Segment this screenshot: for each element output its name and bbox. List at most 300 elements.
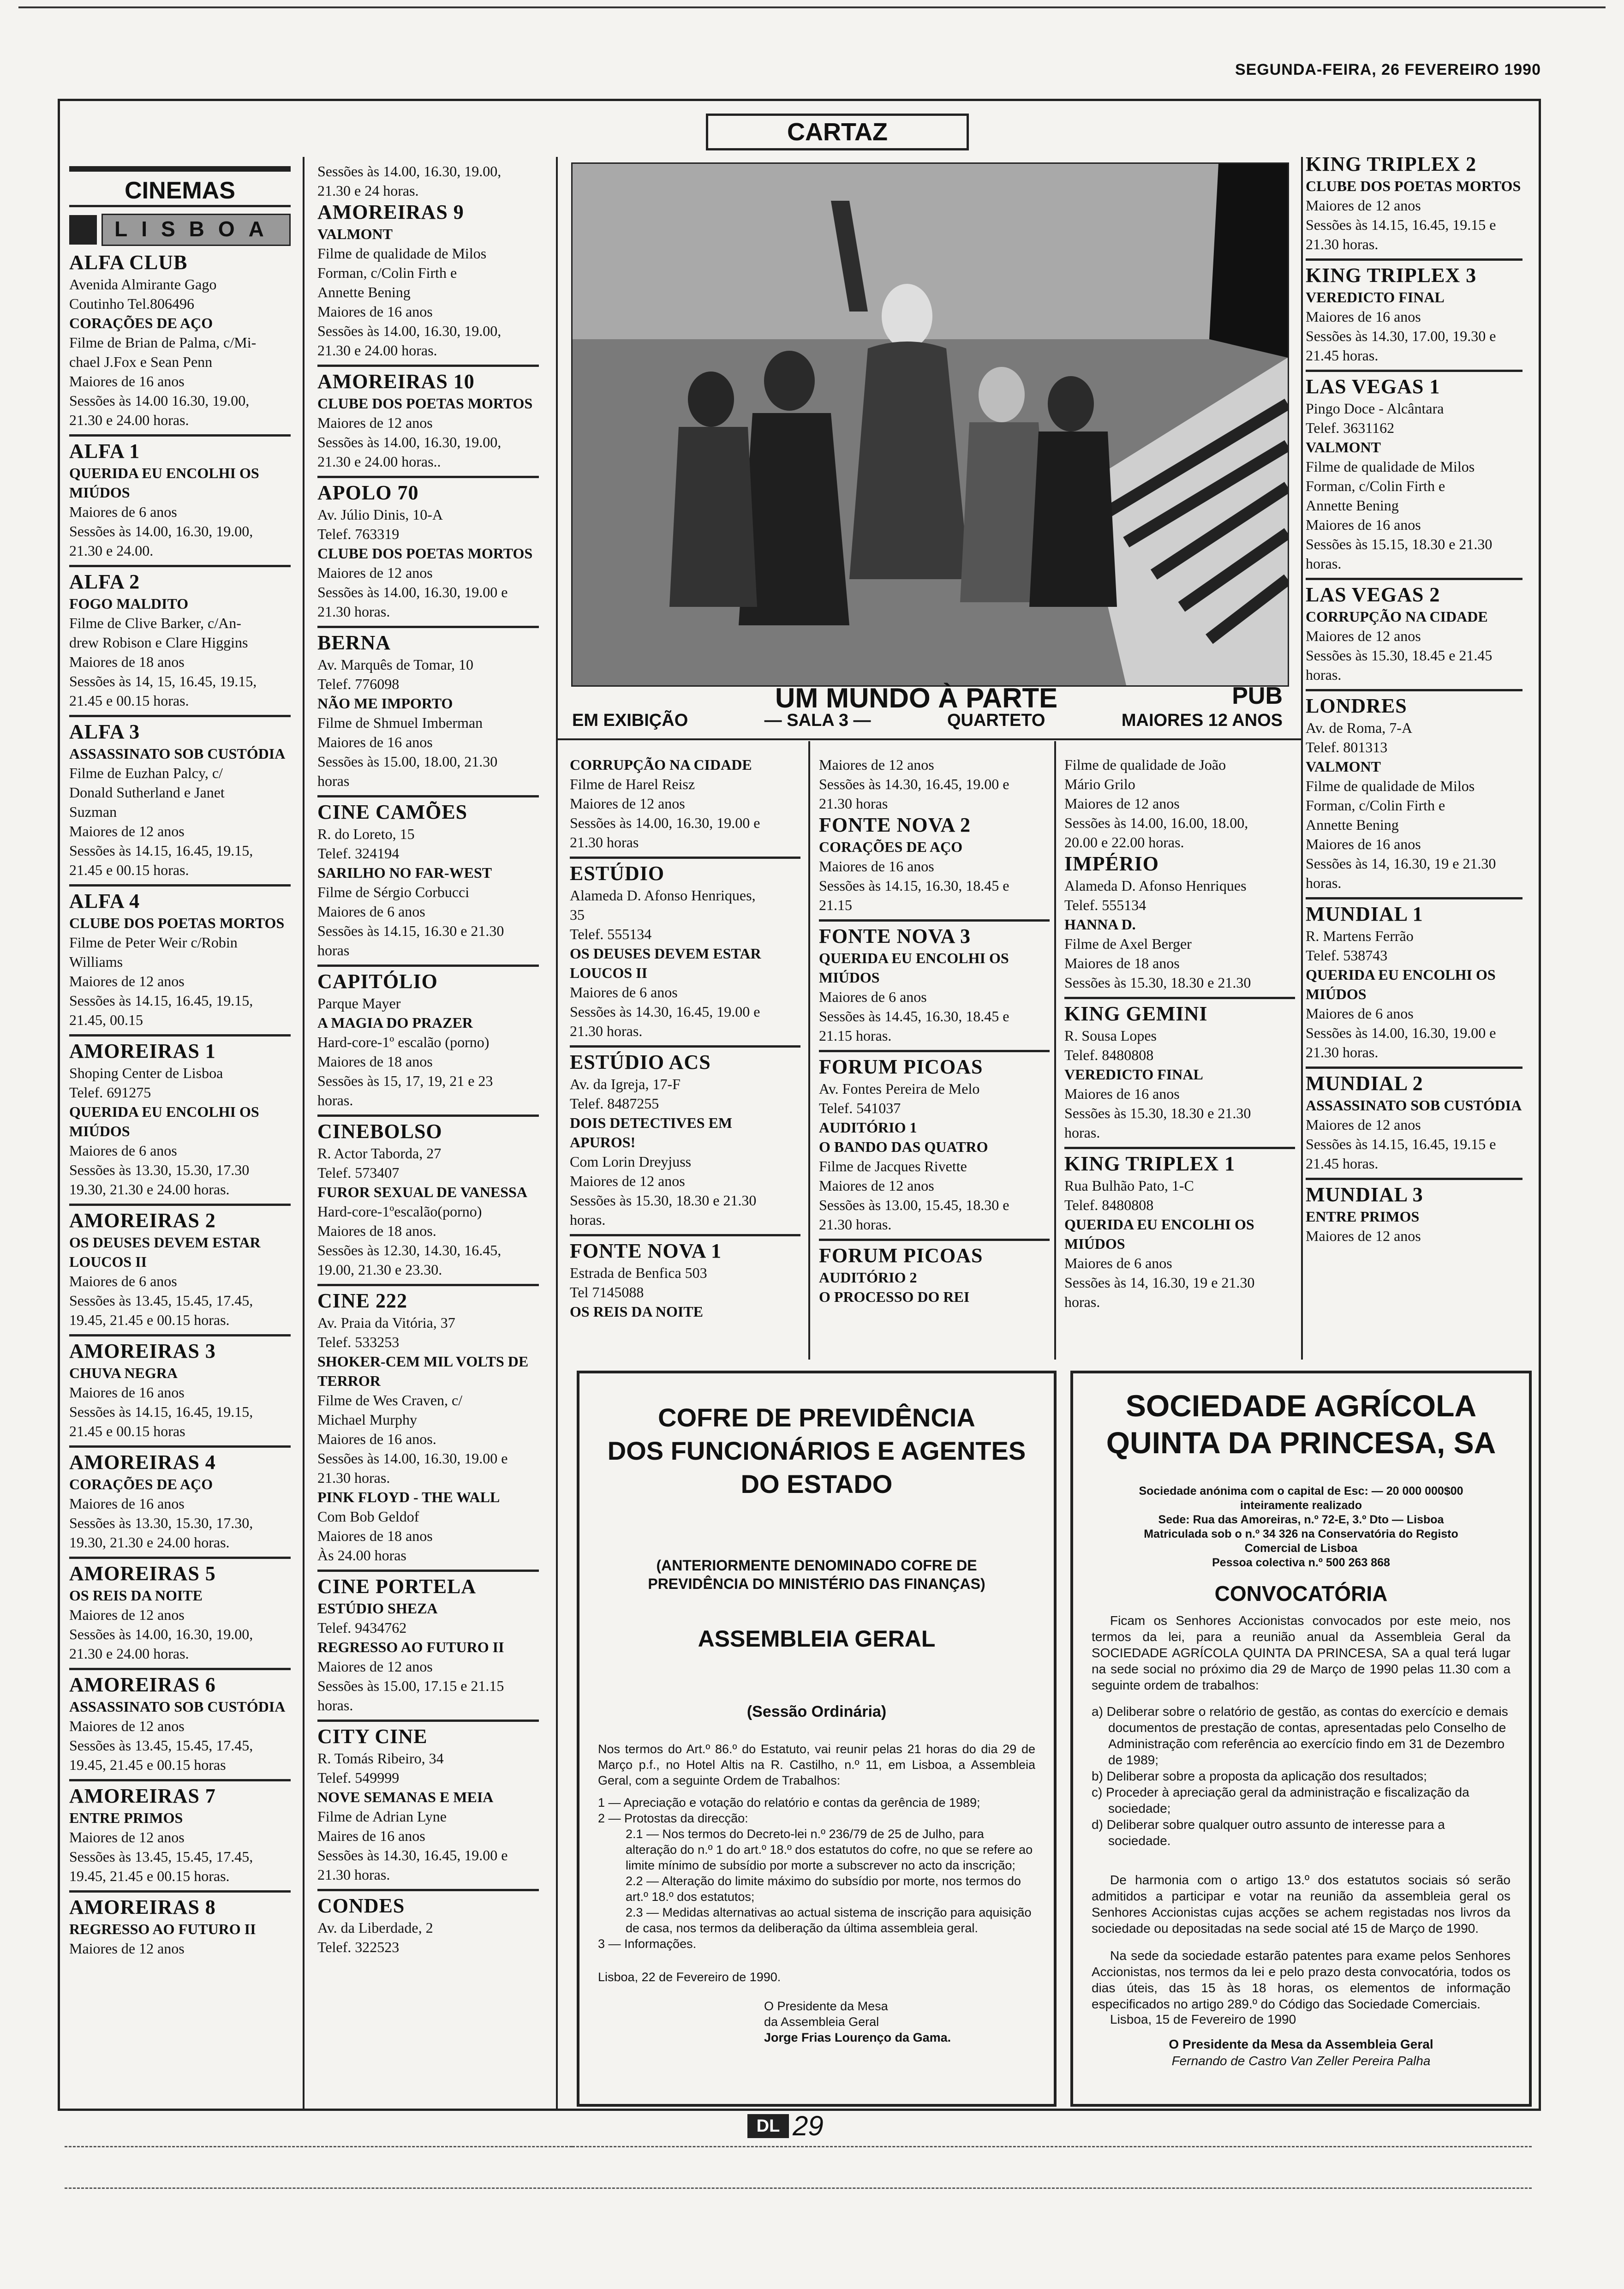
cinema-address: Av. da Igreja, 17-F bbox=[570, 1076, 681, 1092]
notice-date: Lisboa, 22 de Fevereiro de 1990. bbox=[598, 1970, 781, 1984]
film-detail: Maiores de 12 anos bbox=[317, 564, 433, 581]
cinema-name: LONDRES bbox=[1306, 695, 1407, 717]
cinema-name: MUNDIAL 3 bbox=[1306, 1183, 1423, 1206]
column-divider bbox=[303, 157, 304, 2109]
film-detail: Maiores de 12 anos bbox=[317, 1658, 433, 1675]
convocatoria-signature bbox=[1092, 2036, 1511, 2069]
cinema-entry bbox=[1306, 1067, 1522, 1173]
film-detail: Maiores de 12 anos bbox=[819, 1177, 934, 1194]
film-detail: Sessões às 14.00, 16.30, 19.00 e bbox=[317, 584, 508, 600]
cinema-name: KING TRIPLEX 1 bbox=[1064, 1152, 1236, 1175]
cinema-entry bbox=[1306, 258, 1522, 365]
cinema-list bbox=[1306, 152, 1522, 1246]
cinema-entry bbox=[69, 565, 291, 710]
convocatoria-item: a) Deliberar sobre o relatório de gestão, as contas do exercício e demais documentos de prestação de contas, apresentadas pelo Conselho de Administração com referência ao exercício findo em 31 de Dezembro de 1989; bbox=[1092, 1704, 1508, 1767]
cinema-address: R. Tomás Ribeiro, 34 bbox=[317, 1750, 444, 1767]
cinema-address: Shoping Center de Lisboa bbox=[69, 1065, 223, 1081]
film-detail: Maiores de 12 anos bbox=[69, 1606, 185, 1623]
text-line: Mário Grilo bbox=[1064, 776, 1135, 792]
film-detail: Filme de qualidade de Milos bbox=[1306, 458, 1475, 475]
cinema-address: Rua Bulhão Pato, 1-C bbox=[1064, 1177, 1194, 1194]
film-title: PINK FLOYD - THE WALL bbox=[317, 1489, 500, 1505]
cinema-entry bbox=[69, 1557, 291, 1663]
film-detail: 21.30 horas. bbox=[1306, 236, 1379, 252]
film-detail: Maiores de 18 anos bbox=[317, 1528, 433, 1544]
notice-heading: ASSEMBLEIA GERAL bbox=[698, 1626, 936, 1652]
film-title: VALMONT bbox=[1306, 439, 1381, 455]
film-detail: 19.00, 21.30 e 23.30. bbox=[317, 1261, 442, 1278]
notice-intro: Nos termos do Art.º 86.º do Estatuto, vai reunir pelas 21 horas do dia 29 de Março p.f., no Hotel Altis na R. Castilho, n.º 11, em Lisboa, a Assembleia Geral, com a seguinte Ordem de Trabalhos: bbox=[598, 1742, 1035, 1787]
film-detail: Filme de Euzhan Palcy, c/ bbox=[69, 765, 223, 781]
cinema-name: ALFA CLUB bbox=[69, 251, 188, 274]
page-number: 29 bbox=[793, 2110, 824, 2141]
film-title: CLUBE DOS POETAS MORTOS bbox=[317, 395, 533, 412]
film-title: ENTRE PRIMOS bbox=[69, 1810, 183, 1826]
cinema-entry bbox=[819, 813, 1050, 915]
text-line: Maiores de 12 anos bbox=[1064, 795, 1180, 812]
cinema-entry bbox=[1306, 578, 1522, 684]
film-title: NÃO ME IMPORTO bbox=[317, 695, 453, 712]
film-title: OS REIS DA NOITE bbox=[570, 1303, 703, 1320]
column-divider bbox=[1301, 157, 1303, 1360]
film-detail: Sessões às 13.30, 15.30, 17.30 bbox=[69, 1162, 250, 1178]
film-detail: Filme de Shmuel Imberman bbox=[317, 714, 483, 731]
film-title: ASSASSINATO SOB CUSTÓDIA bbox=[69, 1698, 286, 1715]
cinema-address: Alameda D. Afonso Henriques, bbox=[570, 887, 756, 904]
cinema-name: CAPITÓLIO bbox=[317, 970, 438, 993]
cinema-entry bbox=[317, 1720, 539, 1884]
cinema-address: Av. de Roma, 7-A bbox=[1306, 719, 1413, 736]
film-title: CORRUPÇÃO NA CIDADE bbox=[1306, 608, 1488, 625]
film-detail: Sessões às 14, 16.30, 19 e 21.30 bbox=[1064, 1274, 1255, 1291]
film-detail: horas. bbox=[1306, 666, 1342, 683]
film-detail: 21.15 horas. bbox=[819, 1027, 892, 1044]
film-detail: 19.30, 21.30 e 24.00 horas. bbox=[69, 1181, 230, 1198]
cinema-address: Coutinho Tel.806496 bbox=[69, 295, 194, 312]
film-title: ENTRE PRIMOS bbox=[1306, 1208, 1420, 1225]
cinema-address: Telef. 776098 bbox=[317, 676, 400, 692]
film-title: REGRESSO AO FUTURO II bbox=[69, 1921, 256, 1937]
film-detail: 21.30 e 24.00 horas. bbox=[317, 342, 437, 359]
cinema-entry bbox=[1306, 152, 1522, 254]
convocatoria-heading: CONVOCATÓRIA bbox=[1214, 1582, 1388, 1606]
notice-subtitle bbox=[598, 1556, 1035, 1593]
cinema-name: BERNA bbox=[317, 631, 391, 654]
film-detail: Maiores de 12 anos bbox=[1306, 1228, 1421, 1244]
cinema-address: Telef. 541037 bbox=[819, 1100, 901, 1116]
film-title: CORAÇÕES DE AÇO bbox=[69, 1476, 213, 1492]
cinema-address: Telef. 691275 bbox=[69, 1084, 151, 1101]
cinema-name: KING TRIPLEX 3 bbox=[1306, 264, 1477, 287]
cinema-entry bbox=[69, 1779, 291, 1886]
film-detail: 19.30, 21.30 e 24.00 horas. bbox=[69, 1534, 230, 1551]
convocatoria-paragraph-2: De harmonia com o artigo 13.º dos estatutos sociais só serão admitidos a participar e votar na reunião da assembleia geral os Senhores Accionistas cujas acções se achem registadas nos livros da sociedade ou depositadas na sede social até 15 de Março de 1990. bbox=[1092, 1873, 1511, 1935]
cinema-address: Av. Júlio Dinis, 10-A bbox=[317, 506, 443, 523]
cinema-entry bbox=[69, 251, 291, 430]
film-detail: Maiores de 12 anos bbox=[69, 1829, 185, 1846]
cinema-address: 35 bbox=[570, 906, 585, 923]
film-detail: 21.30 e 24.00 horas. bbox=[69, 1645, 189, 1662]
cinema-name: IMPÉRIO bbox=[1064, 852, 1159, 875]
film-detail: Sessões às 15.30, 18.30 e 21.30 bbox=[1064, 974, 1251, 991]
film-detail: Sessões às 15.00, 17.15 e 21.15 bbox=[317, 1678, 504, 1694]
cinema-entry bbox=[1064, 1147, 1295, 1312]
film-detail: Filme de Sérgio Corbucci bbox=[317, 884, 470, 900]
cinema-entry bbox=[317, 1889, 539, 1957]
film-title: OS DEUSES DEVEM ESTAR LOUCOS II bbox=[570, 945, 761, 981]
cinema-entry bbox=[69, 1890, 291, 1958]
sala-label: — SALA 3 — bbox=[764, 711, 871, 730]
film-detail: 21.45 e 00.15 horas bbox=[69, 1423, 185, 1439]
newspaper-logo: DL bbox=[747, 2114, 789, 2138]
notice-item: 2.2 — Alteração do limite máximo do subsídio por morte, nos termos do art.º 18.º dos estatutos; bbox=[626, 1874, 1021, 1904]
cinema-address: Telef. 763319 bbox=[317, 526, 400, 542]
cinema-address: Estrada de Benfica 503 bbox=[570, 1264, 707, 1281]
film-detail: 21.45 horas. bbox=[1306, 1155, 1379, 1172]
text-line: 21.30 horas bbox=[819, 795, 888, 812]
continued-text bbox=[317, 162, 539, 200]
film-detail: 21.30 horas. bbox=[317, 1469, 390, 1486]
notice-title-line: DOS FUNCIONÁRIOS E AGENTES bbox=[607, 1436, 1026, 1465]
film-detail: horas bbox=[317, 942, 350, 959]
cinema-name: ALFA 3 bbox=[69, 720, 140, 743]
film-title: VEREDICTO FINAL bbox=[1064, 1066, 1203, 1083]
cinema-name: ALFA 2 bbox=[69, 570, 140, 593]
film-title: ASSASSINATO SOB CUSTÓDIA bbox=[69, 745, 286, 762]
notice-item: 2.1 — Nos termos do Decreto-lei n.º 236/79 de 25 de Julho, para alteração do n.º 1 do art.º 18.º dos estatutos do cofre, no que se refere ao limite mínimo de subsídio por morte a subscrever no acto da inscrição; bbox=[626, 1827, 1033, 1872]
film-title: SHOKER-CEM MIL VOLTS DE TERROR bbox=[317, 1353, 529, 1389]
cinema-name: AMOREIRAS 8 bbox=[69, 1896, 216, 1918]
film-detail: 21.30 horas. bbox=[1306, 1044, 1379, 1061]
film-detail: Telef. 9434762 bbox=[317, 1619, 407, 1636]
notice-item: 2.3 — Medidas alternativas ao actual sistema de inscrição para aquisição de casa, nos termos da deliberação da última assembleia geral. bbox=[626, 1906, 1032, 1935]
film-title: CLUBE DOS POETAS MORTOS bbox=[317, 545, 533, 562]
film-detail: Maiores de 16 anos. bbox=[317, 1431, 436, 1447]
cinema-entry bbox=[570, 857, 800, 1041]
cinema-name: AMOREIRAS 3 bbox=[69, 1340, 216, 1362]
photo-illustration bbox=[573, 164, 1288, 685]
cinema-list bbox=[570, 755, 800, 1321]
cinema-name: FONTE NOVA 2 bbox=[819, 814, 971, 836]
cinema-name: AMOREIRAS 9 bbox=[317, 201, 464, 223]
film-detail: horas. bbox=[317, 1092, 353, 1109]
film-detail: 21.30 horas. bbox=[819, 1216, 892, 1233]
film-detail: Sessões às 15.30, 18.30 e 21.30 bbox=[570, 1192, 757, 1209]
film-detail: Maiores de 12 anos bbox=[69, 1718, 185, 1734]
cinema-entry bbox=[317, 476, 539, 621]
signature-line: Fernando de Castro Van Zeller Pereira Palha bbox=[1171, 2054, 1431, 2068]
film-detail: Sessões às 13.45, 15.45, 17.45, bbox=[69, 1848, 253, 1865]
cinema-column-4 bbox=[819, 755, 1050, 1306]
film-detail: 21.30 e 24.00. bbox=[69, 542, 154, 559]
film-detail: horas. bbox=[1064, 1294, 1100, 1310]
film-detail: Maiores de 16 anos bbox=[69, 373, 185, 389]
signature-line: da Assembleia Geral bbox=[764, 2015, 879, 2029]
company-info bbox=[1092, 1484, 1511, 1570]
film-detail: Filme de Adrian Lyne bbox=[317, 1808, 447, 1825]
notice-title-line: COFRE DE PREVIDÊNCIA bbox=[658, 1403, 975, 1432]
cinema-name: FORUM PICOAS bbox=[819, 1055, 983, 1078]
cinema-name: CINE 222 bbox=[317, 1289, 408, 1312]
film-detail: 21.30 horas. bbox=[317, 603, 390, 620]
cinema-name: MUNDIAL 1 bbox=[1306, 903, 1423, 925]
cinema-name: FONTE NOVA 1 bbox=[570, 1240, 722, 1262]
cinema-entry bbox=[69, 1445, 291, 1552]
film-detail: Maiores de 18 anos. bbox=[317, 1222, 436, 1239]
film-detail: Maiores de 18 anos bbox=[1064, 955, 1180, 971]
film-detail: Forman, c/Colin Firth e bbox=[1306, 478, 1445, 494]
film-title: AUDITÓRIO 1 bbox=[819, 1119, 917, 1136]
cinema-address: Telef. 573407 bbox=[317, 1164, 400, 1181]
film-detail: Sessões às 14, 16.30, 19 e 21.30 bbox=[1306, 855, 1496, 872]
company-info-line: Sede: Rua das Amoreiras, n.º 72-E, 3.º Dto — Lisboa bbox=[1158, 1513, 1444, 1526]
cinema-entry bbox=[1306, 1178, 1522, 1246]
cinema-name: AMOREIRAS 5 bbox=[69, 1562, 216, 1585]
cinema-name: FONTE NOVA 3 bbox=[819, 925, 971, 947]
film-detail: Maiores de 16 anos bbox=[1064, 1085, 1180, 1102]
film-title: CORAÇÕES DE AÇO bbox=[819, 839, 963, 855]
film-photo bbox=[571, 162, 1289, 687]
film-title: A MAGIA DO PRAZER bbox=[317, 1014, 473, 1031]
film-detail: Suzman bbox=[69, 803, 117, 820]
film-detail: Sessões às 15.30, 18.45 e 21.45 bbox=[1306, 647, 1493, 664]
column-divider bbox=[556, 157, 558, 2109]
film-detail: Sessões às 14.15, 16.45, 19.15, bbox=[69, 842, 253, 859]
film-title: VEREDICTO FINAL bbox=[1306, 289, 1445, 306]
film-title: OS DEUSES DEVEM ESTAR LOUCOS II bbox=[69, 1234, 261, 1270]
cinema-address: Telef. 8487255 bbox=[570, 1095, 659, 1112]
film-title: SARILHO NO FAR-WEST bbox=[317, 864, 492, 881]
cinema-entry bbox=[317, 626, 539, 791]
convocatoria-item: c) Proceder à apreciação geral da administração e fiscalização da sociedade; bbox=[1092, 1785, 1469, 1816]
dashed-rule bbox=[65, 2187, 1532, 2189]
cinema-entry bbox=[69, 1204, 291, 1330]
film-detail: Sessões às 14.00 16.30, 19.00, bbox=[69, 392, 250, 409]
photo-bottom-rule bbox=[557, 738, 1301, 740]
film-title: ESTÚDIO SHEZA bbox=[317, 1600, 438, 1617]
cinema-name: AMOREIRAS 6 bbox=[69, 1673, 216, 1696]
film-detail: Maiores de 18 anos bbox=[317, 1053, 433, 1070]
film-detail: Com Lorin Dreyjuss bbox=[570, 1153, 692, 1170]
film-detail: Maiores de 6 anos bbox=[317, 903, 425, 920]
film-detail: 19.45, 21.45 e 00.15 horas bbox=[69, 1756, 226, 1773]
film-detail: Filme de Jacques Rivette bbox=[819, 1158, 967, 1174]
notice-subtitle-line: PREVIDÊNCIA DO MINISTÉRIO DAS FINANÇAS) bbox=[648, 1576, 985, 1592]
company-title bbox=[1092, 1387, 1511, 1461]
company-info-line: Sociedade anónima com o capital de Esc: — 20 000 000$00 bbox=[1139, 1485, 1463, 1498]
caption-row bbox=[572, 711, 1283, 731]
film-detail: Sessões às 14.00, 16.30, 19.00, bbox=[69, 1626, 253, 1642]
film-detail: horas. bbox=[1064, 1124, 1100, 1141]
film-title: CORAÇÕES DE AÇO bbox=[69, 315, 213, 331]
film-detail: Sessões às 13.30, 15.30, 17.30, bbox=[69, 1515, 253, 1531]
company-title-line: SOCIEDADE AGRÍCOLA bbox=[1125, 1389, 1477, 1423]
cinema-column-5 bbox=[1064, 755, 1295, 1312]
notice-signature bbox=[598, 1998, 1035, 2045]
cinema-address: Telef. 8480808 bbox=[1064, 1197, 1154, 1213]
film-detail: Filme de Brian de Palma, c/Mi- bbox=[69, 334, 257, 351]
film-detail: Maiores de 18 anos bbox=[69, 653, 185, 670]
film-detail: Filme de Wes Craven, c/ bbox=[317, 1392, 463, 1408]
cinema-entry bbox=[819, 919, 1050, 1045]
cinema-entry bbox=[69, 434, 291, 560]
cinema-column-2 bbox=[317, 162, 539, 1957]
film-detail: Filme de Harel Reisz bbox=[570, 776, 695, 792]
notice-subtitle-line: (ANTERIORMENTE DENOMINADO COFRE DE bbox=[656, 1557, 977, 1574]
cinema-list bbox=[819, 813, 1050, 1306]
film-title: CORRUPÇÃO NA CIDADE bbox=[570, 756, 752, 773]
cinema-entry bbox=[317, 965, 539, 1110]
film-title: HANNA D. bbox=[1064, 916, 1136, 933]
film-detail: Sessões às 14.00, 16.30, 19.00 e bbox=[1306, 1025, 1496, 1041]
continued-text bbox=[819, 755, 1050, 813]
film-detail: Annette Bening bbox=[1306, 816, 1399, 833]
cinema-entry bbox=[819, 1050, 1050, 1234]
cinema-name: CINEBOLSO bbox=[317, 1120, 442, 1143]
section-title: CARTAZ bbox=[706, 114, 969, 150]
cinema-name: FORUM PICOAS bbox=[819, 1244, 983, 1267]
film-detail: Sessões às 15.15, 18.30 e 21.30 bbox=[1306, 536, 1493, 552]
notice-title-line: DO ESTADO bbox=[740, 1469, 893, 1498]
cinema-name: ESTÚDIO bbox=[570, 862, 665, 885]
film-detail: 21.30 horas bbox=[570, 834, 639, 851]
cinema-address: Av. da Liberdade, 2 bbox=[317, 1919, 433, 1936]
film-detail: Hard-core-1º escalão (porno) bbox=[317, 1034, 490, 1050]
convocatoria-item: d) Deliberar sobre qualquer outro assunto de interesse para a sociedade. bbox=[1092, 1817, 1445, 1848]
film-detail: Maiores de 6 anos bbox=[69, 1273, 177, 1289]
film-title: QUERIDA EU ENCOLHI OS MIÚDOS bbox=[1306, 966, 1496, 1002]
text-line: Sessões às 14.30, 16.45, 19.00 e bbox=[819, 776, 1009, 792]
film-detail: Sessões às 12.30, 14.30, 16.45, bbox=[317, 1242, 502, 1258]
notice-item: 1 — Apreciação e votação do relatório e contas da gerência de 1989; bbox=[598, 1796, 980, 1810]
cinema-entry bbox=[69, 1668, 291, 1774]
film-detail: Sessões às 14.00, 16.30, 19.00 e bbox=[317, 1450, 508, 1467]
photo-caption bbox=[567, 682, 1292, 737]
film-detail: Maiores de 12 anos bbox=[69, 973, 185, 989]
film-detail: 21.45 e 00.15 horas. bbox=[69, 862, 189, 878]
cofre-notice bbox=[577, 1371, 1057, 2107]
film-detail: 21.45 e 00.15 horas. bbox=[69, 692, 189, 709]
film-detail: Sessões às 14.30, 16.45, 19.00 e bbox=[570, 1003, 760, 1020]
film-detail: Maiores de 16 anos bbox=[1306, 516, 1421, 533]
film-detail: Sessões às 14.30, 17.00, 19.30 e bbox=[1306, 328, 1496, 344]
cinema-column-6 bbox=[1306, 152, 1522, 1246]
film-detail: horas. bbox=[1306, 555, 1342, 572]
film-detail: 21.30 e 24.00 horas.. bbox=[317, 453, 441, 470]
cinema-name: AMOREIRAS 1 bbox=[69, 1040, 216, 1062]
film-detail: Sessões às 15.00, 18.00, 21.30 bbox=[317, 753, 498, 770]
film-detail: horas. bbox=[570, 1211, 606, 1228]
film-title: VALMONT bbox=[317, 226, 393, 242]
cinema-address: Telef. 549999 bbox=[317, 1769, 400, 1786]
film-detail: Filme de Axel Berger bbox=[1064, 935, 1192, 952]
film-detail: 21.15 bbox=[819, 897, 852, 913]
film-detail: Forman, c/Colin Firth e bbox=[1306, 797, 1445, 814]
column-divider bbox=[1054, 741, 1056, 1360]
cinema-entry bbox=[1306, 689, 1522, 893]
cinema-name: LAS VEGAS 2 bbox=[1306, 583, 1440, 606]
film-detail: Maiores de 12 anos bbox=[317, 414, 433, 431]
cinema-name: CINE CAMÕES bbox=[317, 801, 468, 823]
text-line: 21.30 e 24 horas. bbox=[317, 182, 419, 199]
company-title-line: QUINTA DA PRINCESA, SA bbox=[1106, 1426, 1496, 1460]
cinema-address: Telef. 3631162 bbox=[1306, 419, 1395, 436]
text-line: Sessões às 14.00, 16.00, 18.00, bbox=[1064, 815, 1248, 831]
cinema-address: Telef. 8480808 bbox=[1064, 1047, 1154, 1063]
film-detail: Maiores de 12 anos bbox=[570, 795, 685, 812]
film-detail: Maiores de 12 anos bbox=[1306, 628, 1421, 644]
cinema-address: Av. Praia da Vitória, 37 bbox=[317, 1314, 455, 1331]
film-title: ASSASSINATO SOB CUSTÓDIA bbox=[1306, 1097, 1522, 1114]
film-detail: Sessões às 14.00, 16.30, 19.00, bbox=[69, 523, 253, 539]
film-detail: Sessões às 15.30, 18.30 e 21.30 bbox=[1064, 1105, 1251, 1121]
notice-session: (Sessão Ordinária) bbox=[746, 1703, 887, 1720]
cinema-entry bbox=[317, 365, 539, 471]
film-detail: Sessões às 13.45, 15.45, 17.45, bbox=[69, 1737, 253, 1754]
film-detail: Sessões às 14, 15, 16.45, 19.15, bbox=[69, 673, 257, 689]
film-title: DOIS DETECTIVES EM APUROS! bbox=[570, 1115, 733, 1150]
film-detail: Maiores de 16 anos bbox=[317, 734, 433, 750]
continued-text bbox=[1064, 755, 1295, 852]
film-title: O BANDO DAS QUATRO bbox=[819, 1139, 988, 1155]
film-title: CLUBE DOS POETAS MORTOS bbox=[69, 915, 285, 931]
film-title: OS REIS DA NOITE bbox=[69, 1587, 203, 1604]
film-detail: Donald Sutherland e Janet bbox=[69, 784, 225, 801]
film-title: QUERIDA EU ENCOLHI OS MIÚDOS bbox=[1064, 1216, 1254, 1252]
cinema-entry bbox=[819, 1239, 1050, 1306]
cinema-entry bbox=[1064, 852, 1295, 992]
film-title: REGRESSO AO FUTURO II bbox=[317, 1639, 504, 1655]
cinema-entry bbox=[570, 755, 800, 852]
film-title: UM MUNDO À PARTE bbox=[775, 683, 1058, 713]
film-detail: Sessões às 14.15, 16.45, 19.15 e bbox=[1306, 1136, 1496, 1152]
heading-bar bbox=[69, 166, 291, 172]
cinema-entry bbox=[69, 1034, 291, 1199]
notice-item: 3 — Informações. bbox=[598, 1937, 697, 1951]
text-line: 20.00 e 22.00 horas. bbox=[1064, 834, 1184, 851]
cinema-name: KING TRIPLEX 2 bbox=[1306, 153, 1477, 175]
cinema-address: Av. Marquês de Tomar, 10 bbox=[317, 656, 474, 673]
film-detail: Às 24.00 horas bbox=[317, 1547, 406, 1564]
film-title: QUERIDA EU ENCOLHI OS MIÚDOS bbox=[819, 950, 1009, 986]
cinema-column-3 bbox=[570, 755, 800, 1321]
film-detail: Maiores de 16 anos bbox=[1306, 836, 1421, 852]
cinema-address: Av. Fontes Pereira de Melo bbox=[819, 1080, 980, 1097]
cinema-address: R. Martens Ferrão bbox=[1306, 928, 1414, 944]
cinemas-heading: CINEMAS bbox=[69, 176, 291, 207]
signature-line: O Presidente da Mesa da Assembleia Geral bbox=[1169, 2037, 1433, 2051]
notice-items bbox=[598, 1795, 1035, 1952]
film-detail: Maiores de 16 anos bbox=[819, 858, 934, 875]
film-title: QUERIDA EU ENCOLHI OS MIÚDOS bbox=[69, 465, 259, 501]
cinema-name: KING GEMINI bbox=[1064, 1002, 1208, 1025]
film-title: AUDITÓRIO 2 bbox=[819, 1269, 917, 1286]
film-title: VALMONT bbox=[1306, 758, 1381, 775]
film-detail: chael J.Fox e Sean Penn bbox=[69, 354, 213, 370]
film-detail: Maiores de 12 anos bbox=[69, 1940, 185, 1957]
region-label: LISBOA bbox=[102, 214, 291, 246]
film-detail: Sessões às 14.30, 16.45, 19.00 e bbox=[317, 1847, 508, 1864]
film-detail: Sessões às 14.15, 16.45, 19.15 e bbox=[1306, 216, 1496, 233]
cinema-name: AMOREIRAS 4 bbox=[69, 1451, 216, 1474]
showing-label: EM EXIBIÇÃO bbox=[572, 711, 688, 730]
film-detail: Filme de Clive Barker, c/An- bbox=[69, 615, 241, 631]
film-detail: horas. bbox=[1306, 875, 1342, 891]
film-detail: Sessões às 14.00, 16.30, 19.00, bbox=[317, 323, 502, 339]
film-detail: Maiores de 6 anos bbox=[69, 1142, 177, 1159]
cinema-address: Alameda D. Afonso Henriques bbox=[1064, 877, 1247, 894]
film-detail: Maiores de 6 anos bbox=[1306, 1005, 1414, 1022]
